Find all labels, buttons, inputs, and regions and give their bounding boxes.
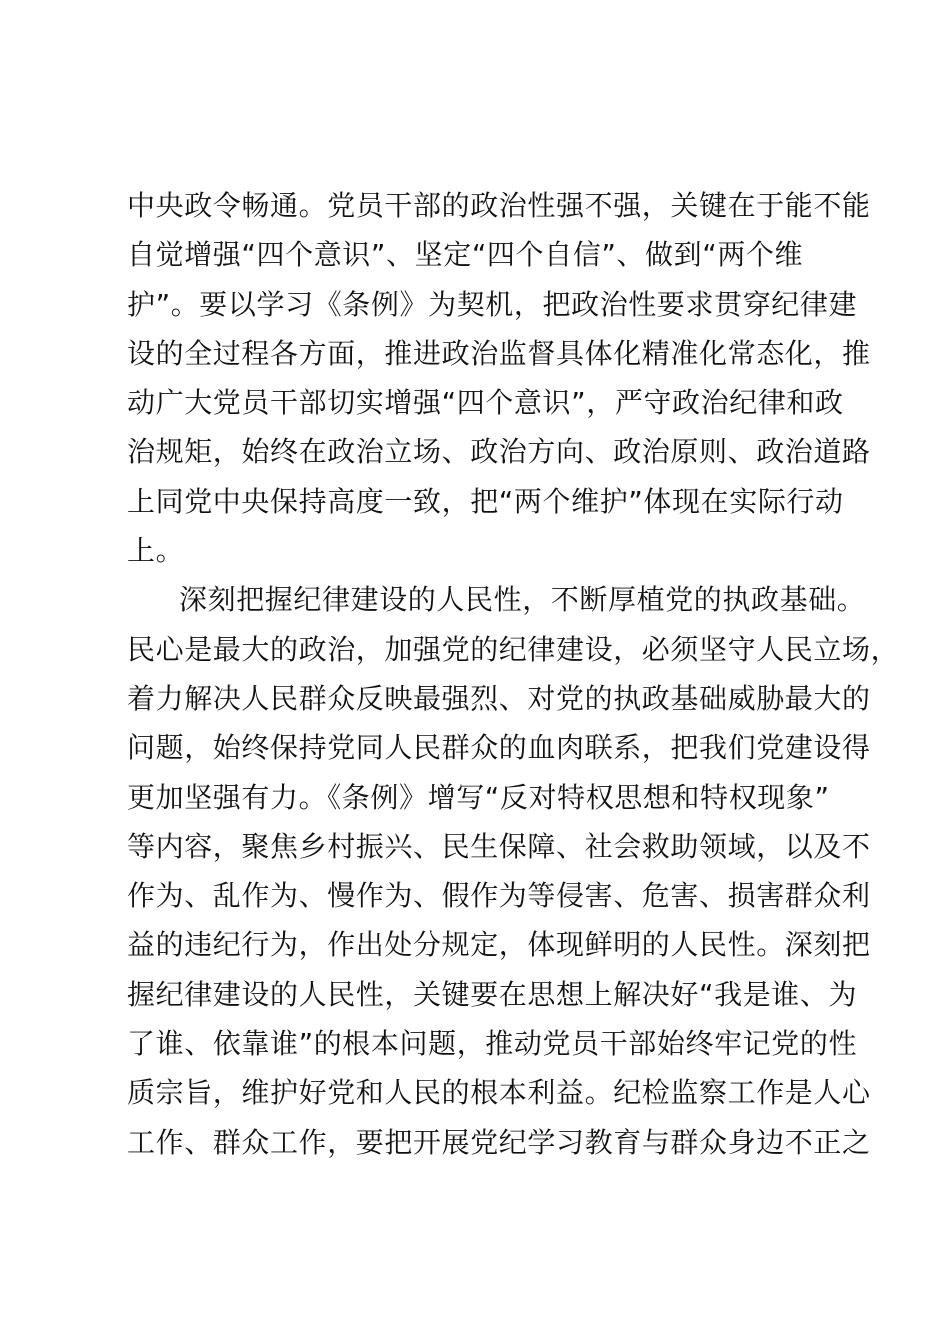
text-line: 益的违纪行为，作出处分规定，体现鲜明的人民性。深刻把 [127, 928, 871, 962]
paragraph-first-line: 深刻把握纪律建设的人民性，不断厚植党的执政基础。 [179, 583, 866, 617]
text-line: 护”。要以学习《条例》为契机，把政治性要求贯穿纪律建 [127, 287, 858, 321]
text-line: 中央政令畅通。党员干部的政治性强不强，关键在于能不能 [127, 189, 871, 222]
text-line: 质宗旨，维护好党和人民的根本利益。纪检监察工作是人心 [127, 1076, 871, 1110]
text-line: 工作、群众工作，要把开展党纪学习教育与群众身边不正之 [127, 1125, 871, 1159]
text-line: 上同党中央保持高度一致，把“两个维护”体现在实际行动 [127, 484, 844, 518]
text-line: 动广大党员干部切实增强“四个意识”，严守政治纪律和政 [127, 386, 844, 420]
text-line: 更加坚强有力。《条例》增写“反对特权思想和特权现象” [127, 780, 830, 814]
text-line: 握纪律建设的人民性，关键要在思想上解决好“我是谁、为 [127, 977, 858, 1011]
text-line: 问题，始终保持党同人民群众的血肉联系，把我们党建设得 [127, 731, 871, 765]
text-line: 作为、乱作为、慢作为、假作为等侵害、危害、损害群众利 [127, 879, 871, 913]
text-line: 民心是最大的政治，加强党的纪律建设，必须坚守人民立场， [127, 632, 900, 666]
text-line: 着力解决人民群众反映最强烈、对党的执政基础威胁最大的 [127, 681, 871, 715]
text-line: 自觉增强“四个意识”、坚定“四个自信”、做到“两个维 [127, 238, 804, 272]
text-line: 了谁、依靠谁”的根本问题，推动党员干部始终牢记党的性 [127, 1027, 858, 1061]
text-line: 上。 [127, 534, 185, 568]
body-text [127, 181, 900, 1167]
text-line: 治规矩，始终在政治立场、政治方向、政治原则、政治道路 [127, 435, 871, 469]
text-line: 等内容，聚焦乡村振兴、民生保障、社会救助领域，以及不 [127, 829, 871, 863]
text-line: 设的全过程各方面，推进政治监督具体化精准化常态化，推 [127, 336, 871, 370]
